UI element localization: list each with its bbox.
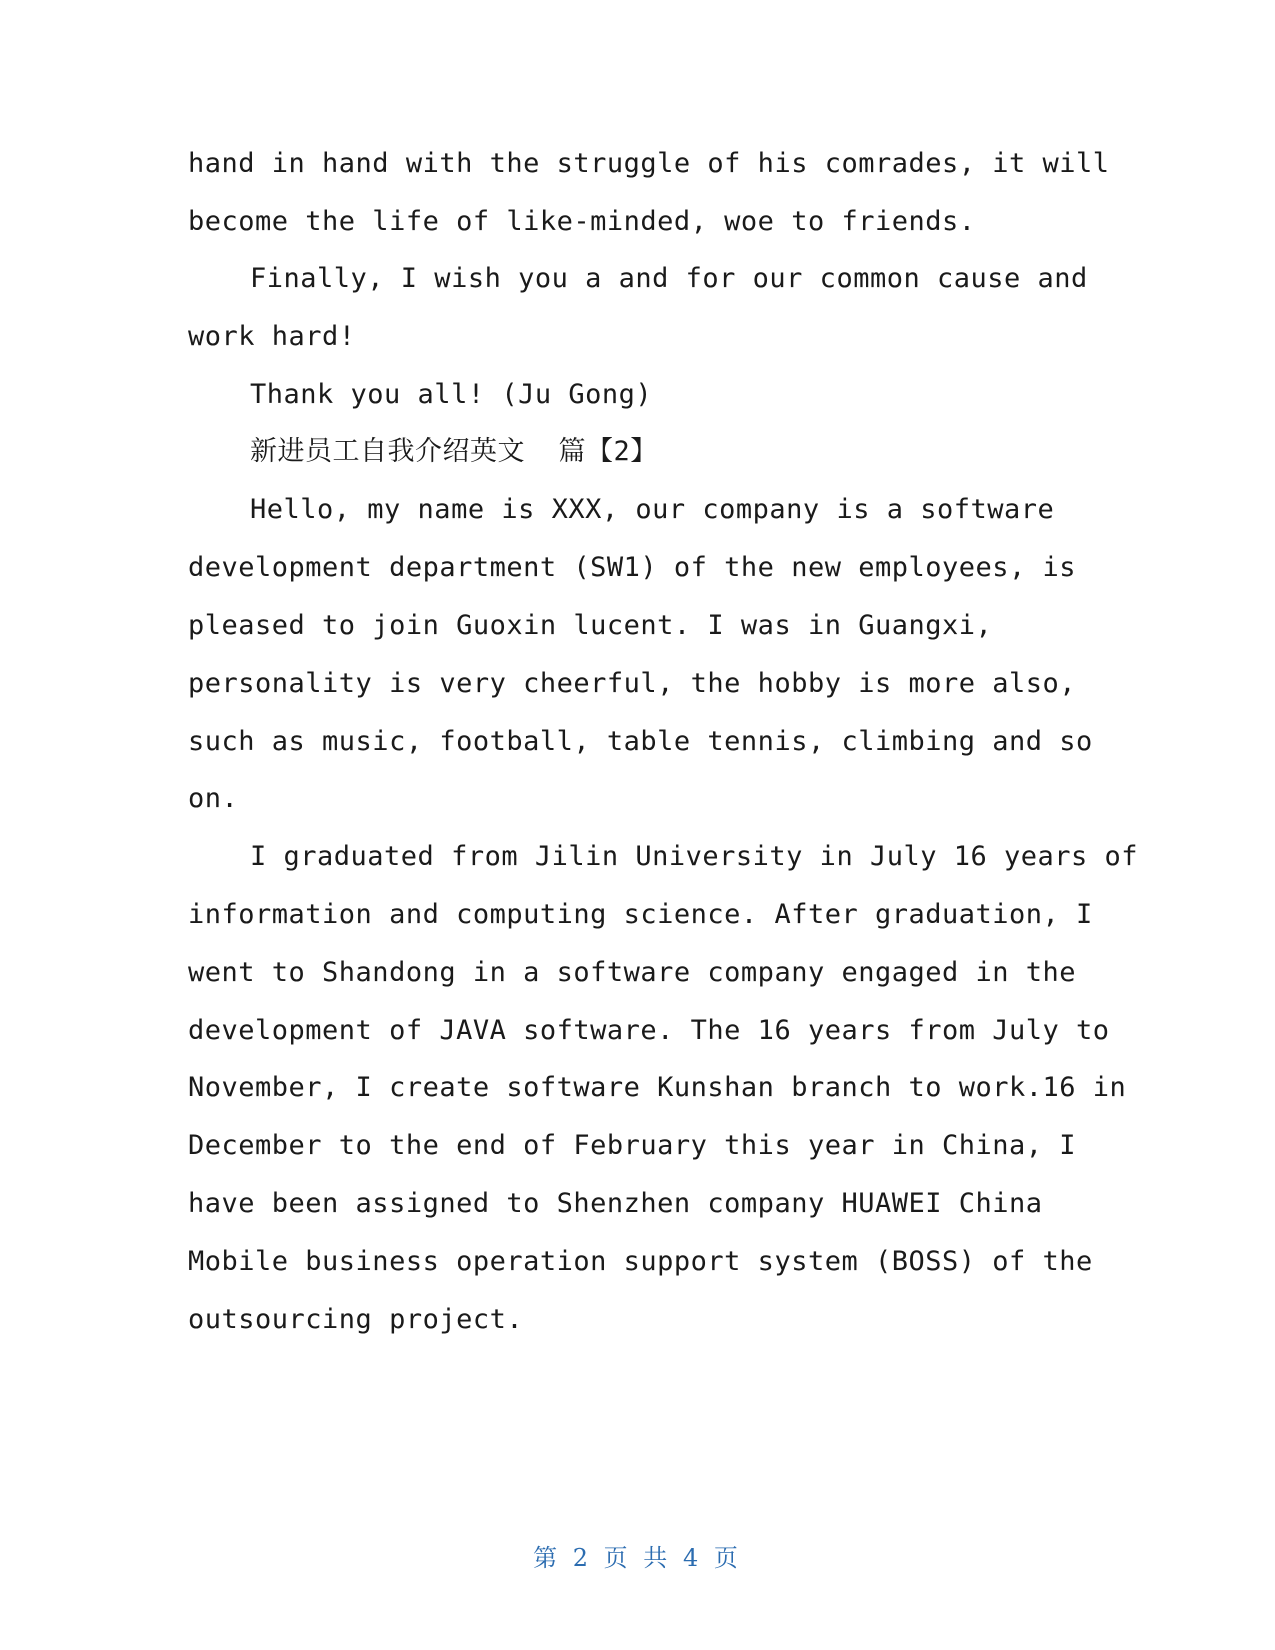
text-line: personality is very cheerful, the hobby is more also, (188, 668, 1077, 699)
text-line: I graduated from Jilin University in July 16 years of (250, 841, 1139, 872)
text-line: Thank you all! (Ju Gong) (250, 379, 653, 410)
text-line: December to the end of February this year in China, I (188, 1130, 1077, 1161)
text-line: work hard! (188, 321, 356, 352)
text-line: hand in hand with the struggle of his comrades, it will (188, 148, 1110, 179)
text-line: development of JAVA software. The 16 years from July to (188, 1015, 1110, 1046)
text-line: November, I create software Kunshan branch to work.16 in (188, 1072, 1127, 1103)
text-line: such as music, football, table tennis, climbing and so (188, 726, 1093, 757)
text-line: Hello, my name is XXX, our company is a software (250, 494, 1055, 525)
text-line: Mobile business operation support system (BOSS) of the (188, 1246, 1093, 1277)
text-line: have been assigned to Shenzhen company HUAWEI China (188, 1188, 1043, 1219)
text-line: information and computing science. After graduation, I (188, 899, 1093, 930)
text-line: on. (188, 783, 239, 814)
text-line: outsourcing project. (188, 1304, 524, 1335)
section-heading: 新进员工自我介绍英文 篇【2】 (250, 436, 658, 467)
page-number-footer: 第 2 页 共 4 页 (533, 1544, 742, 1572)
text-line: Finally, I wish you a and for our common cause and (250, 263, 1088, 294)
text-line: pleased to join Guoxin lucent. I was in Guangxi, (188, 610, 993, 641)
text-line: become the life of like-minded, woe to friends. (188, 206, 976, 237)
text-line: development department (SW1) of the new employees, is (188, 552, 1077, 583)
text-line: went to Shandong in a software company engaged in the (188, 957, 1077, 988)
